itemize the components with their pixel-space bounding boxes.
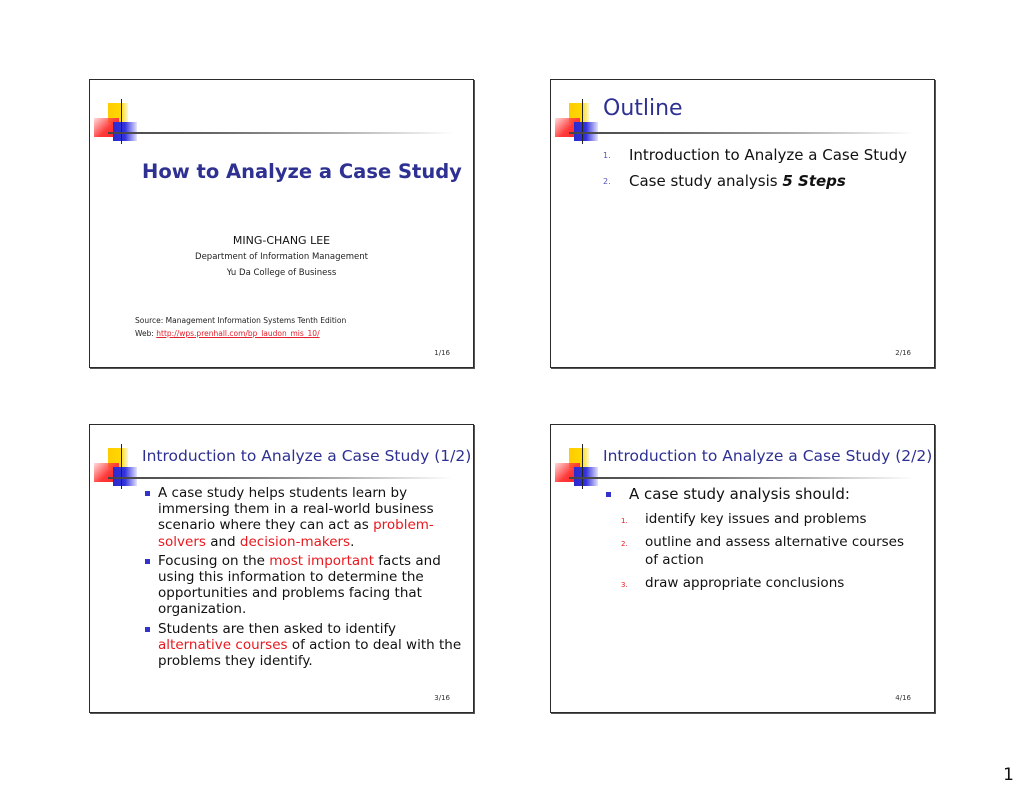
item-emphasis: 5 Steps xyxy=(782,172,846,190)
bullet-text: and xyxy=(205,533,240,550)
bullet-text: . xyxy=(350,533,355,550)
item-text: draw appropriate conclusions xyxy=(645,575,845,591)
slide-page-number: 4/16 xyxy=(895,694,911,702)
college: Yu Da College of Business xyxy=(226,268,337,278)
highlight-text: decision-makers xyxy=(239,533,351,550)
sub-item xyxy=(621,510,921,528)
bullet-square-icon xyxy=(145,559,150,564)
bullet-text: A case study helps students learn by immersing them in a real-world business scenario where they can act as xyxy=(158,485,434,534)
item-number: 2. xyxy=(603,177,611,186)
bullet-square-icon xyxy=(145,491,150,496)
bullet-text: Focusing on the xyxy=(158,552,270,569)
item-number: 1. xyxy=(603,151,611,160)
main-bullet xyxy=(603,485,850,503)
slide-heading: Introduction to Analyze a Case Study (1/2) xyxy=(142,447,472,465)
slide-page-number: 3/16 xyxy=(434,694,450,702)
presentation-title: How to Analyze a Case Study xyxy=(142,160,462,183)
slide-page-number: 1/16 xyxy=(434,349,450,357)
bullet-item xyxy=(142,485,462,550)
highlight-text: most important xyxy=(269,552,375,569)
bullet-text: of action to deal with the problems they identify. xyxy=(158,636,462,670)
bullet-square-icon xyxy=(606,492,611,497)
outline-item xyxy=(603,168,907,194)
bullet-item xyxy=(142,553,462,618)
bullet-text: facts and using this information to determine the opportunities and problems facing that organization. xyxy=(158,552,441,618)
item-text: Introduction to Analyze a Case Study xyxy=(629,146,908,164)
highlight-text: alternative courses xyxy=(158,636,288,653)
web-link[interactable]: http://wps.prenhall.com/bp_laudon_mis_10/ xyxy=(156,329,320,338)
source-text: Source: Management Information Systems Tenth Edition xyxy=(135,316,347,325)
sub-item xyxy=(621,574,921,592)
handout-page-number: 1 xyxy=(1003,765,1014,785)
slide-1-title xyxy=(89,79,474,368)
item-number: 2. xyxy=(621,540,628,548)
slide-decoration-icon xyxy=(90,80,473,160)
highlight-text: problem-solvers xyxy=(158,517,434,550)
slide-2-outline xyxy=(550,79,935,368)
bullet-item xyxy=(142,621,462,670)
slide-4-intro-2 xyxy=(550,424,935,713)
slide-heading: Outline xyxy=(603,96,683,121)
outline-list xyxy=(603,142,907,194)
item-number: 3. xyxy=(621,581,628,589)
item-text: Case study analysis xyxy=(629,172,783,190)
bullet-text: Students are then asked to identify xyxy=(158,620,396,637)
web-label: Web: xyxy=(135,329,157,338)
item-text: outline and assess alternative courses of action xyxy=(645,534,905,568)
slide-heading: Introduction to Analyze a Case Study (2/2) xyxy=(603,447,933,465)
bullet-list xyxy=(142,485,462,672)
item-text: identify key issues and problems xyxy=(645,511,867,527)
bullet-square-icon xyxy=(145,627,150,632)
slide-page-number: 2/16 xyxy=(895,349,911,357)
outline-item xyxy=(603,142,907,168)
sub-item-list xyxy=(621,510,921,597)
sub-item xyxy=(621,533,921,569)
slide-3-intro-1 xyxy=(89,424,474,713)
item-number: 1. xyxy=(621,517,628,525)
web-line xyxy=(135,329,320,338)
main-bullet-text: A case study analysis should: xyxy=(629,485,850,503)
department: Department of Information Management xyxy=(195,252,368,262)
author-name: MING-CHANG LEE xyxy=(232,234,331,247)
